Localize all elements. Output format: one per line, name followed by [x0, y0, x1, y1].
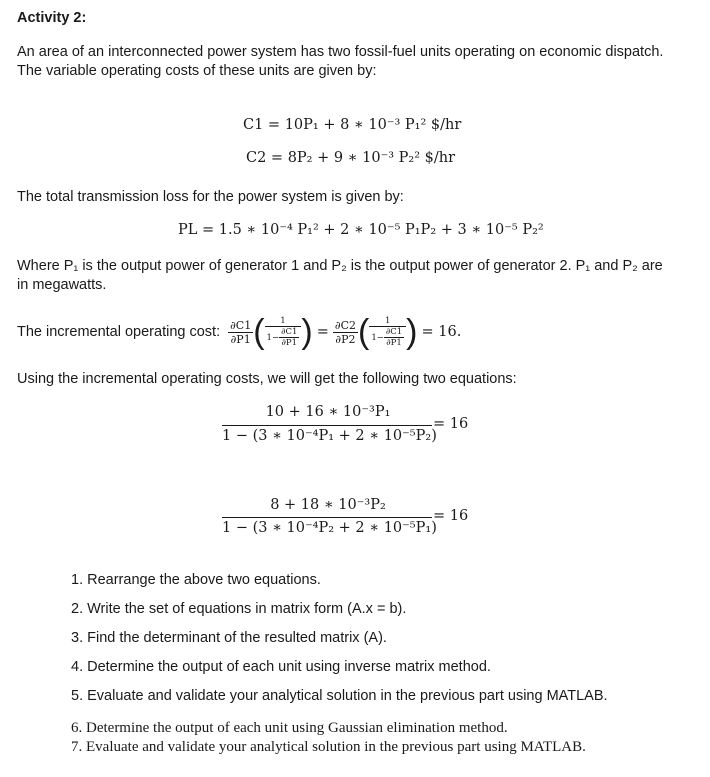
dp1-inner: ∂P1 — [281, 338, 297, 348]
task-item: 3. Find the determinant of the resulted matrix (A). — [71, 630, 387, 646]
left-paren: ( — [253, 313, 265, 351]
task-item-serif: 6. Determine the output of each unit using Gaussian elimination method. — [71, 720, 508, 736]
one-minus: 1− — [371, 332, 384, 343]
one-numerator: 1 — [265, 316, 302, 327]
equation-b-rhs: = 16 — [433, 508, 469, 524]
intro-line-1: An area of an interconnected power system has two fossil-fuel units operating on economic dispatch. — [17, 44, 664, 60]
one-numerator: 1 — [369, 316, 406, 327]
right-paren: ) — [301, 313, 313, 351]
incremental-cost-row — [17, 312, 461, 352]
where-line-2: in megawatts. — [17, 277, 107, 293]
penalty-denominator-2 — [369, 327, 406, 348]
dc1-inner: ∂C1 — [281, 327, 298, 337]
task-item-serif: 7. Evaluate and validate your analytical solution in the previous part using MATLAB. — [71, 739, 586, 755]
task-item: 1. Rearrange the above two equations. — [71, 572, 321, 588]
intro-line-2: The variable operating costs of these units are given by: — [17, 63, 377, 79]
dc1-dp1-fraction — [228, 319, 253, 346]
equation-a-rhs: = 16 — [433, 416, 469, 432]
dc1-inner: ∂C1 — [385, 327, 403, 337]
equation-b-denominator: 1 − (3 ∗ 10⁻⁴P₂ + 2 ∗ 10⁻⁵P₁) — [222, 520, 437, 536]
left-paren: ( — [357, 313, 370, 351]
dc1-dp1-inner — [279, 327, 299, 348]
dc2-numerator: ∂C2 — [334, 318, 356, 332]
right-paren: ) — [406, 313, 418, 351]
inverse-penalty-fraction-1 — [265, 316, 302, 348]
dp1-denominator: ∂P1 — [230, 332, 251, 346]
incremental-result: = 16. — [421, 324, 462, 340]
dc2-dp2-fraction — [333, 319, 358, 346]
cost-equation-2: C2 = 8P₂ + 9 ∗ 10⁻³ P₂² $/hr — [246, 150, 456, 166]
dc1-dp1-inner — [384, 327, 404, 348]
using-text: Using the incremental operating costs, we will get the following two equations: — [17, 371, 517, 387]
inverse-penalty-fraction-2 — [369, 316, 406, 348]
equation-b-fraction-bar — [222, 517, 432, 518]
dc1-numerator: ∂C1 — [230, 318, 252, 332]
dp2-denominator: ∂P2 — [335, 332, 356, 346]
task-item: 2. Write the set of equations in matrix form (A.x = b). — [71, 601, 407, 617]
activity-heading: Activity 2: — [17, 10, 87, 26]
where-line-1: Where P₁ is the output power of generator 1 and P₂ is the output power of generator 2. P₁ and P₂ are — [17, 258, 663, 274]
loss-intro: The total transmission loss for the power system is given by: — [17, 189, 404, 205]
equation-a-denominator: 1 − (3 ∗ 10⁻⁴P₁ + 2 ∗ 10⁻⁵P₂) — [222, 428, 437, 444]
penalty-denominator-1 — [265, 327, 302, 348]
task-item: 4. Determine the output of each unit using inverse matrix method. — [71, 659, 491, 675]
one-minus: 1− — [266, 332, 280, 343]
equation-b-numerator: 8 + 18 ∗ 10⁻³P₂ — [270, 497, 386, 513]
loss-equation: PL = 1.5 ∗ 10⁻⁴ P₁² + 2 ∗ 10⁻⁵ P₁P₂ + 3 ∗ 10⁻⁵ P₂² — [178, 222, 544, 238]
equation-a-fraction-bar — [222, 425, 432, 426]
task-item: 5. Evaluate and validate your analytical solution in the previous part using MATLAB. — [71, 688, 608, 704]
equals-sign: = — [316, 324, 329, 340]
cost-equation-1: C1 = 10P₁ + 8 ∗ 10⁻³ P₁² $/hr — [243, 117, 462, 133]
incremental-cost-label: The incremental operating cost: — [17, 324, 221, 340]
equation-a-numerator: 10 + 16 ∗ 10⁻³P₁ — [265, 404, 391, 420]
dp1-inner: ∂P1 — [386, 338, 402, 348]
